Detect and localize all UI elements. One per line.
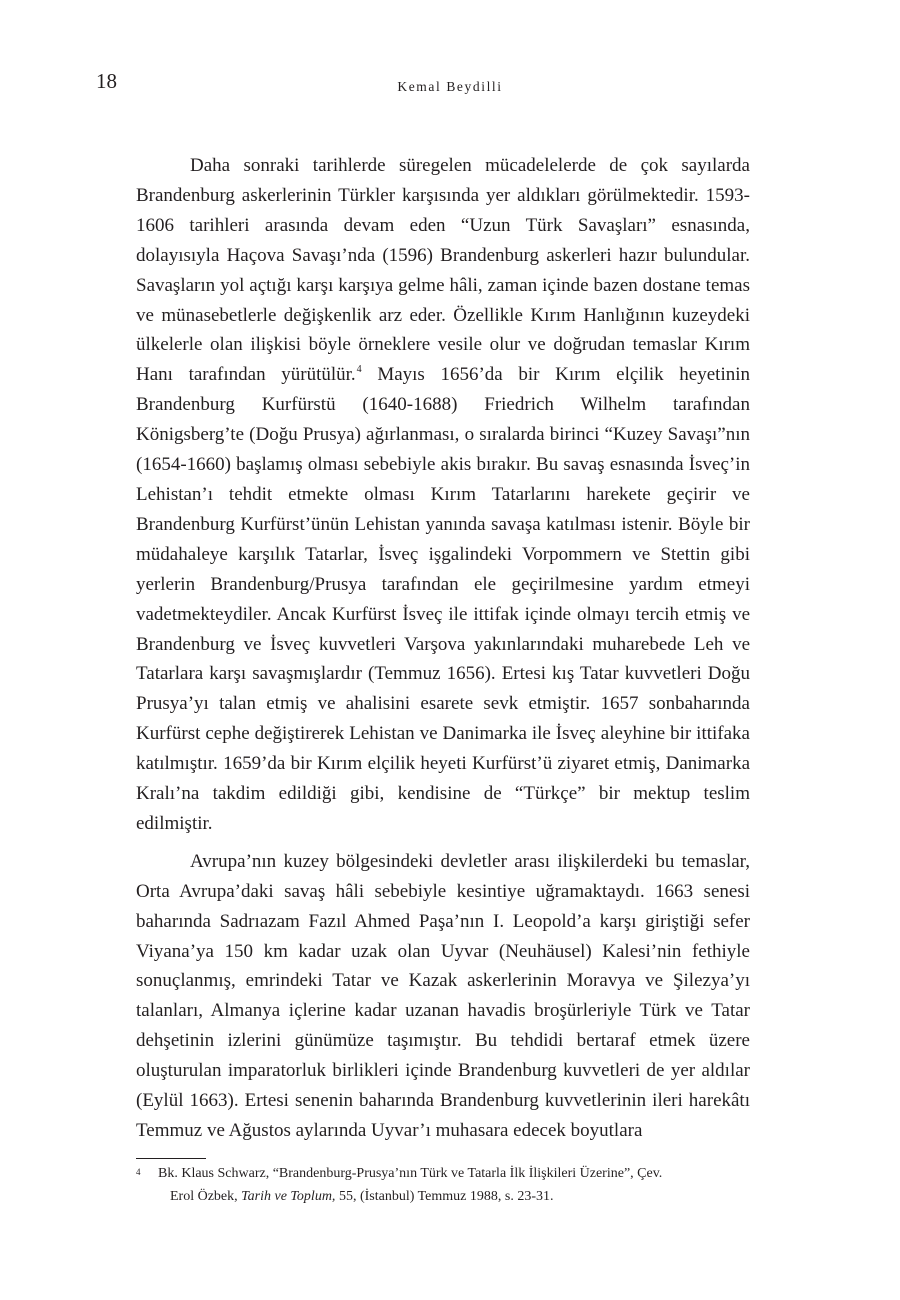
running-head: Kemal Beydilli — [397, 79, 503, 94]
paragraph-1 — [136, 151, 750, 839]
paragraph-2: Avrupa’nın kuzey bölgesindeki devletler arası ilişkilerdeki bu temaslar, Orta Avrupa’daki savaş hâli sebebiyle kesintiye uğramaktaydı. 1663 senesi baharında Sadrıazam Fazıl Ahmed Paşa’nın I. Leopold’a karşı giriştiği sefer Viyana’ya 150 km kadar uzak olan Uyvar (Neuhäusel) Kalesi’nin fethiyle sonuçlanmış, emrindeki Tatar ve Kazak askerlerinin Moravya ve Şilezya’yı talanları, Almanya içlerine kadar uzanan havadis broşürleriyle Türk ve Tatar dehşetinin izlerini günümüze taşımıştır. Bu tehdidi bertaraf etmek üzere oluşturulan imparatorluk birlikleri içinde Brandenburg kuvvetleri de yer aldılar (Eylül 1663). Ertesi senenin baharında Brandenburg kuvvetlerinin ileri harekâtı Temmuz ve Ağustos aylarında Uyvar’ı muhasara edecek boyutlara — [136, 850, 750, 1141]
paragraph-1-text-b: Mayıs 1656’da bir Kırım elçilik heyetinin Brandenburg Kurfürstü (1640-1688) Friedrich Wilhelm tarafından Königsberg’te (Doğu Prusya) ağırlanması, o sıralarda birinci “Kuzey Savaşı”nın (1654-1660) başlamış olması sebebiyle akis bırakır. Bu savaş esnasında İsveç’in Lehistan’ı tehdit etmekte olması Kırım Tatarlarını harekete geçirir ve Brandenburg Kurfürst’ünün Lehistan yanında savaşa katılması istenir. Böyle bir müdahaleye karşılık Tatarlar, İsveç işgalindeki Vorpommern ve Stettin gibi yerlerin Brandenburg/Prusya tarafından ele geçirilmesine yardım etmeyi vadetmekteydiler. Ancak Kurfürst İsveç ile ittifak içinde olmayı tercih etmiş ve Brandenburg ve İsveç kuvvetleri Varşova yakınlarındaki muharebede Leh ve Tatarlara karşı savaşmışlardır (Temmuz 1656). Ertesi kış Tatar kuvvetleri Doğu Prusya’yı talan etmiş ve ahalisini esarete sevk etmiştir. 1657 sonbaharında Kurfürst cephe değiştirerek Lehistan ve Danimarka ile İsveç aleyhine bir ittifaka katılmıştır. 1659’da bir Kırım elçilik heyeti Kurfürst’ü ziyaret etmiş, Danimarka Kralı’na takdim edildiği gibi, kendisine de “Türkçe” bir mektup teslim edilmiştir. — [136, 364, 751, 834]
page-number: 18 — [96, 69, 117, 93]
footnote-text-a: Bk. Klaus Schwarz, “Brandenburg-Prusya’nın Türk ve Tatarla İlk İlişkileri Üzerine”, Çev. — [158, 1166, 663, 1181]
footnote-reference: 4 — [356, 364, 362, 376]
body-text — [136, 151, 750, 1146]
footnote-text-b: Erol Özbek, — [170, 1188, 242, 1204]
footnote-text-c: 55, (İstanbul) Temmuz 1988, s. 23-31. — [335, 1188, 554, 1204]
footnote-rule — [136, 1158, 206, 1159]
footnote-text — [136, 1163, 750, 1208]
footnote — [136, 1163, 750, 1208]
footnote-journal: Tarih ve Toplum, — [241, 1188, 336, 1204]
footnote-number: 4 — [136, 1167, 141, 1177]
paragraph-1-text-a: Daha sonraki tarihlerde süregelen mücadelelerde de çok sayılarda Brandenburg askerlerinin Türkler karşısında yer aldıkları görülmektedir. 1593-1606 tarihleri arasında devam eden “Uzun Türk Savaşları” esnasında, dolayısıyla Haçova Savaşı’nda (1596) Brandenburg askerleri hazır bulundular. Savaşların yol açtığı karşı karşıya gelme hâli, zaman içinde bazen dostane temas ve münasebetlerle değişkenlik arz eder. Özellikle Kırım Hanlığının kuzeydeki ülkelerle olan ilişkisi böyle örneklere vesile olur ve doğrudan temaslar Kırım Hanı tarafından yürütülür. — [136, 155, 750, 386]
